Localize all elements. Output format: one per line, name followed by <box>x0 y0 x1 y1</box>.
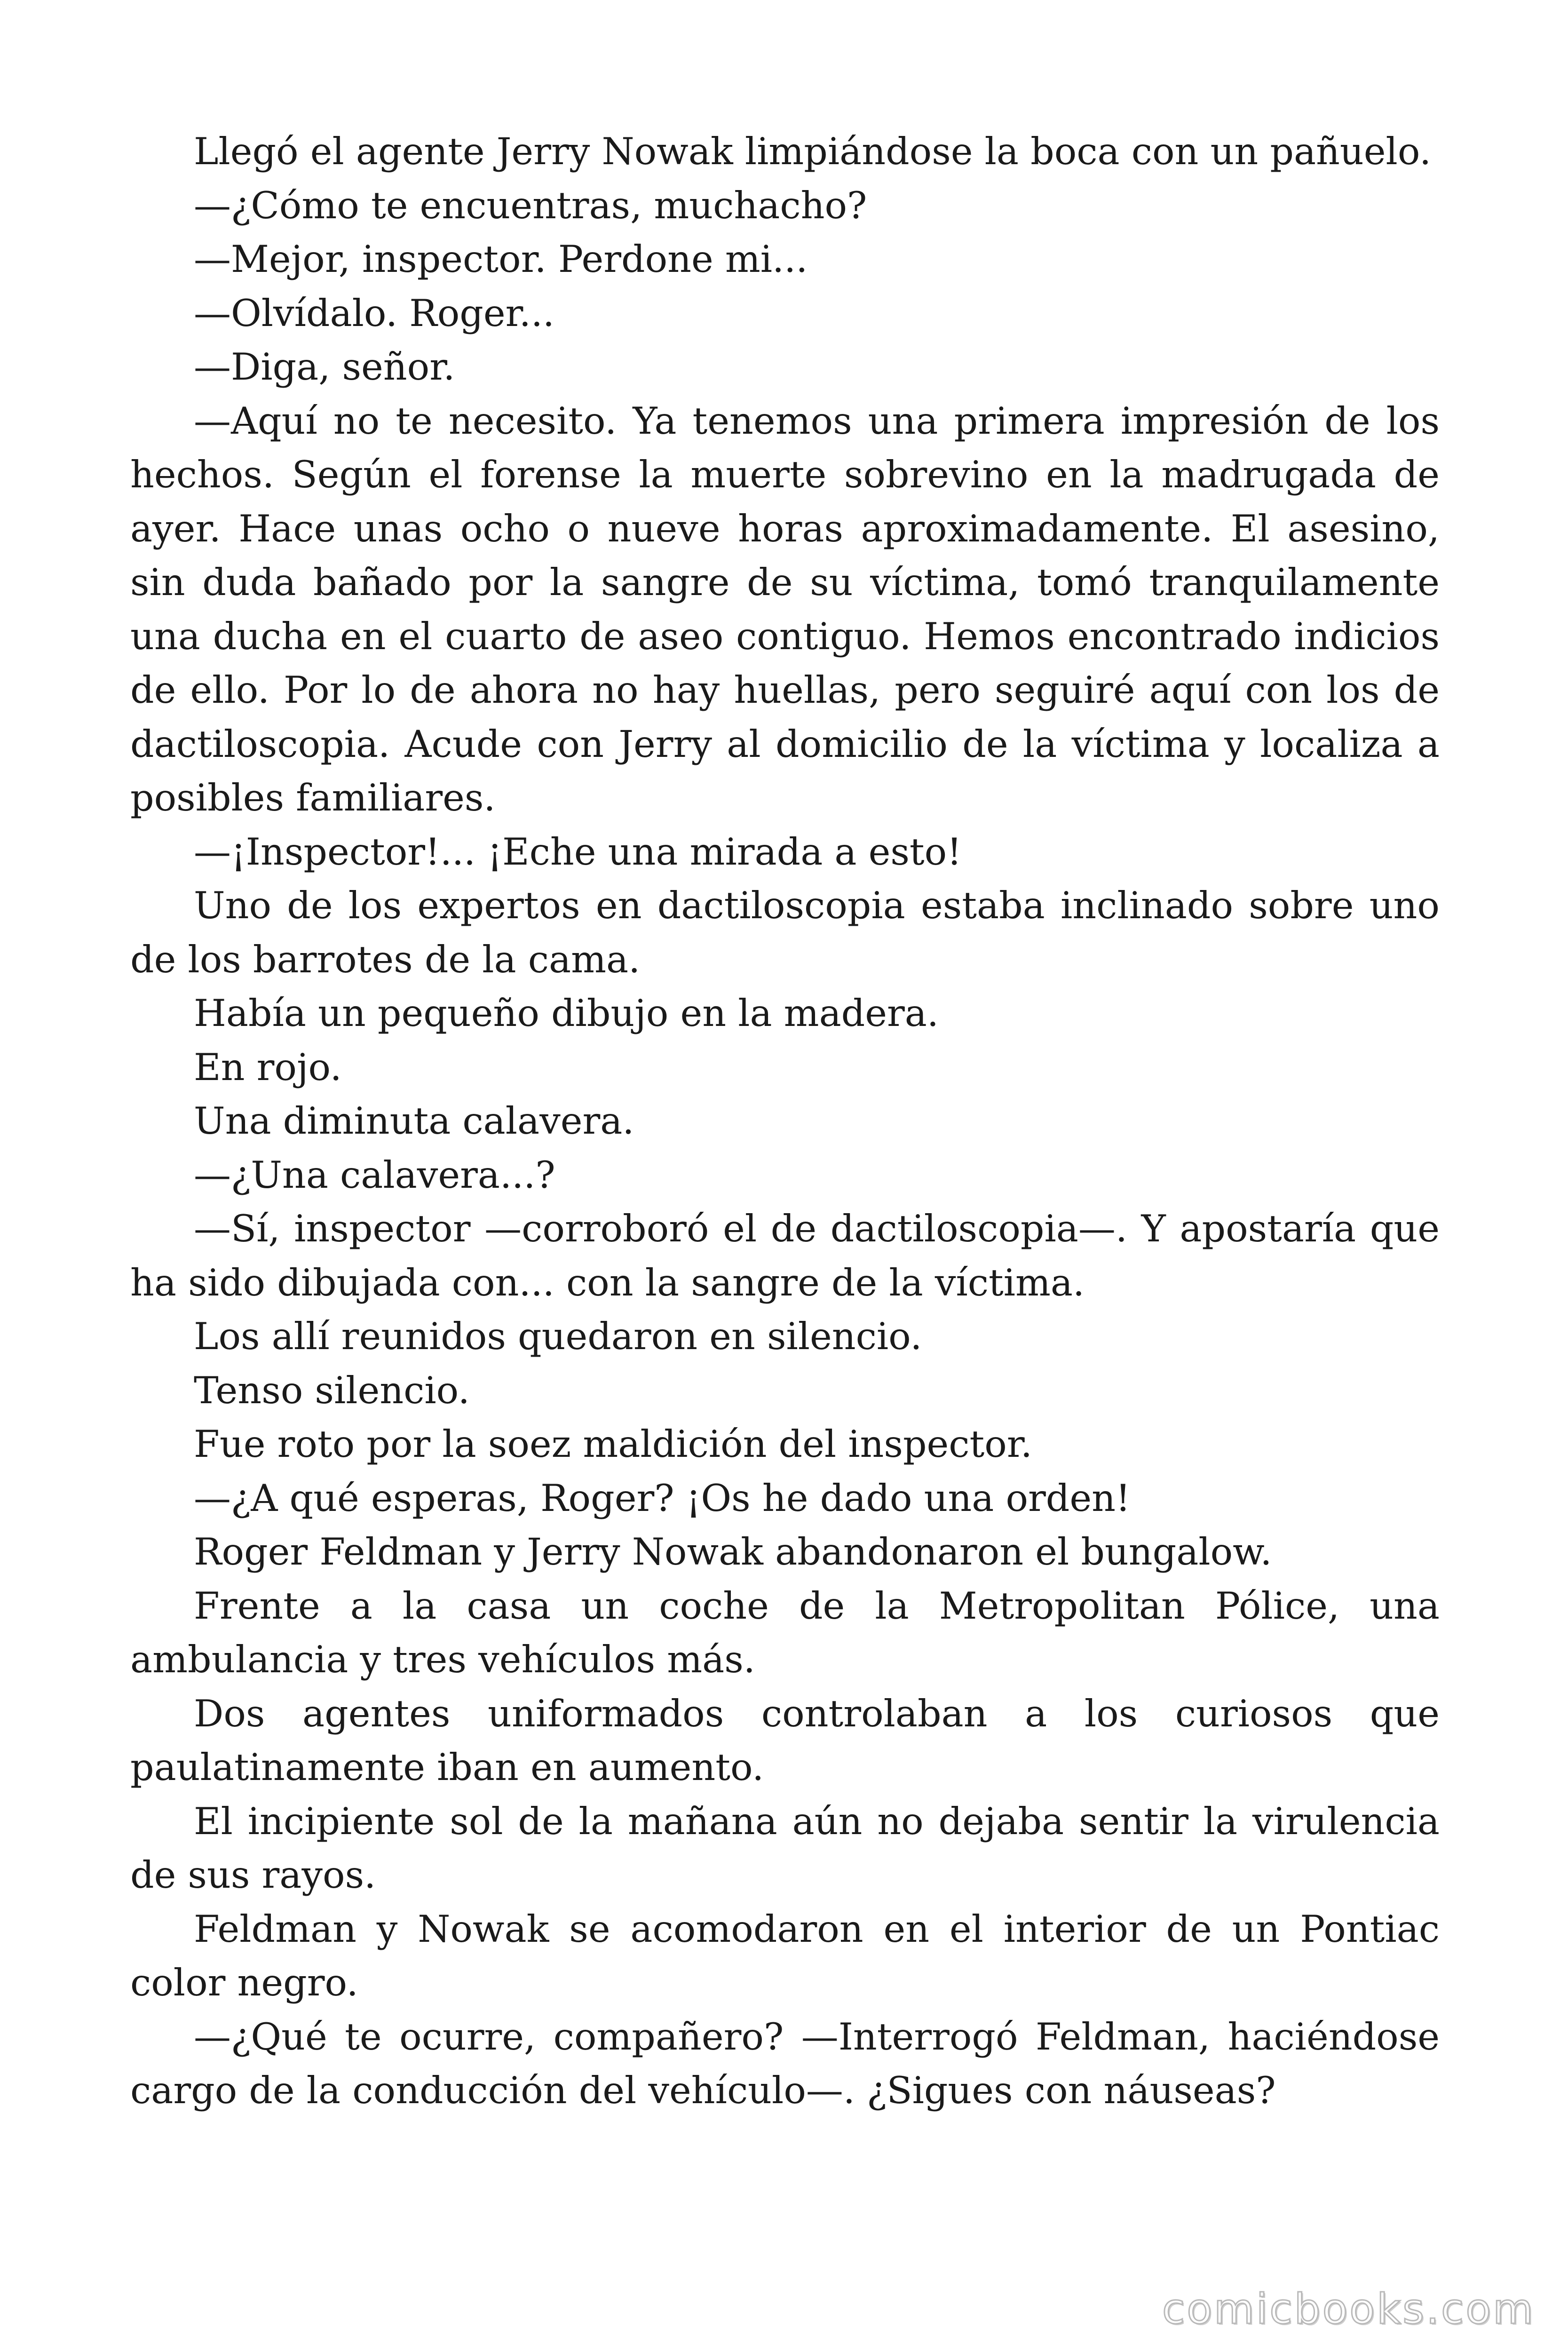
paragraph: —¿A qué esperas, Roger? ¡Os he dado una orden! <box>194 1476 1131 1520</box>
paragraph: Fue roto por la soez maldición del inspector. <box>194 1422 1033 1466</box>
paragraph: —Olvídalo. Roger... <box>194 291 555 335</box>
paragraph: —¡Inspector!... ¡Eche una mirada a esto! <box>194 830 962 874</box>
paragraph: —Aquí no te necesito. Ya tenemos una primera impresión de los hechos. Según el forense la muerte sobrevino en la madrugada de ayer. Hace unas ocho o nueve horas aproximadamente. El asesino, sin duda bañado por la sangre de su víctima, tomó tranquilamente una ducha en el cuarto de aseo contiguo. Hemos encontrado indicios de ello. Por lo de ahora no hay huellas, pero seguiré aquí con los de dactiloscopia. Acude con Jerry al domicilio de la víctima y localiza a posibles familiares. <box>130 399 1440 819</box>
paragraph: El incipiente sol de la mañana aún no dejaba sentir la virulencia de sus rayos. <box>130 1799 1440 1897</box>
paragraph: —¿Qué te ocurre, compañero? —Interrogó Feldman, haciéndose cargo de la conducción del vehículo—. ¿Sigues con náuseas? <box>130 2015 1440 2112</box>
paragraph: Una diminuta calavera. <box>194 1099 634 1143</box>
paragraph: Tenso silencio. <box>194 1368 470 1412</box>
page-body <box>130 125 1440 2118</box>
paragraph: —Sí, inspector —corroboró el de dactiloscopia—. Y apostaría que ha sido dibujada con... con la sangre de la víctima. <box>130 1207 1440 1304</box>
paragraph: —¿Cómo te encuentras, muchacho? <box>194 183 867 227</box>
paragraph: Uno de los expertos en dactiloscopia estaba inclinado sobre uno de los barrotes de la cama. <box>130 884 1440 981</box>
watermark: comicbooks.com <box>1162 2285 1535 2333</box>
paragraph: Roger Feldman y Jerry Nowak abandonaron el bungalow. <box>194 1530 1272 1573</box>
paragraph: En rojo. <box>194 1045 342 1089</box>
paragraph: Había un pequeño dibujo en la madera. <box>194 992 939 1035</box>
paragraph: —Mejor, inspector. Perdone mi... <box>194 238 808 281</box>
paragraph: Dos agentes uniformados controlaban a los curiosos que paulatinamente iban en aumento. <box>130 1692 1440 1789</box>
paragraph: —Diga, señor. <box>194 345 455 389</box>
paragraph: Llegó el agente Jerry Nowak limpiándose la boca con un pañuelo. <box>194 130 1432 173</box>
paragraph: Feldman y Nowak se acomodaron en el interior de un Pontiac color negro. <box>130 1907 1440 2004</box>
paragraph: Frente a la casa un coche de la Metropolitan Pólice, una ambulancia y tres vehículos más. <box>130 1584 1440 1681</box>
paragraph: —¿Una calavera...? <box>194 1153 555 1197</box>
paragraph: Los allí reunidos quedaron en silencio. <box>194 1315 922 1358</box>
